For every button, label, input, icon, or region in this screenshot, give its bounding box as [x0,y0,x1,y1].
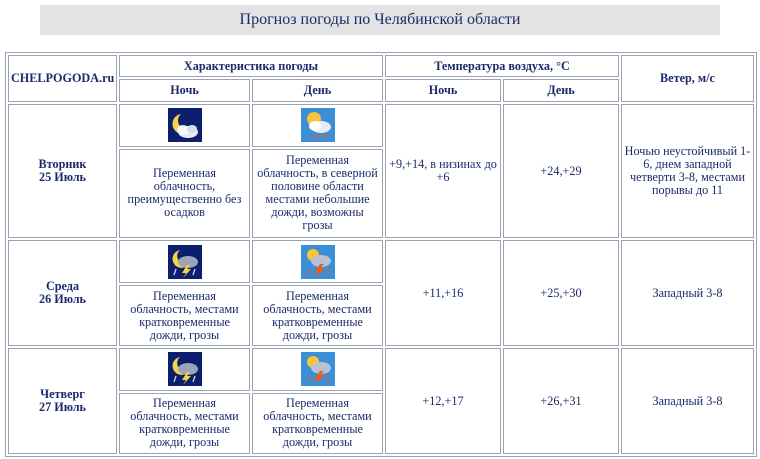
night-weather-icon-cell [119,240,250,283]
forecast-row [8,104,754,147]
day-temperature: +24,+29 [503,104,619,238]
date: 27 Июль [38,400,86,415]
night-weather-description: Переменная облачность, местами кратковременные дожди, грозы [119,285,250,346]
night-weather-icon-cell [119,104,250,147]
day-label [8,104,117,238]
forecast-table [5,52,757,457]
weekday: Четверг [40,387,85,402]
wind-value: Западный 3-8 [621,240,754,346]
moon-thunderstorm-icon [168,352,202,386]
moon-thunderstorm-icon [168,245,202,279]
site-brand: CHELPOGODA.ru [8,55,117,102]
wind-value: Западный 3-8 [621,348,754,454]
temperature-header: Температура воздуха, °С [385,55,619,77]
weather-day-header: День [252,79,383,101]
day-weather-icon-cell [252,348,383,391]
date: 25 Июль [38,170,86,184]
day-weather-icon-cell [252,104,383,147]
sun-thunderstorm-icon [301,352,335,386]
weather-header: Характеристика погоды [119,55,383,77]
moon-cloud-icon [168,108,202,142]
night-temperature: +12,+17 [385,348,501,454]
night-temperature: +9,+14, в низинах до +6 [385,104,501,238]
night-temperature: +11,+16 [385,240,501,346]
night-weather-icon-cell [119,348,250,391]
night-weather-description: Переменная облачность, местами кратковременные дожди, грозы [119,393,250,454]
sun-thunderstorm-icon [301,245,335,279]
wind-value: Ночью неустойчивый 1-6, днем западной четверти 3-8, местами порывы до 11 [621,104,754,238]
weekday: Среда [45,279,80,294]
day-label [8,240,117,346]
day-temperature: +25,+30 [503,240,619,346]
page-title: Прогноз погоды по Челябинской области [40,5,720,35]
day-weather-description: Переменная облачность, в северной половине области местами небольшие дожди, возможны грозы [252,149,383,239]
date: 26 Июль [38,292,86,307]
night-weather-description: Переменная облачность, преимущественно без осадков [119,149,250,239]
sun-cloud-rain-icon [301,108,335,142]
day-temperature: +26,+31 [503,348,619,454]
temp-night-header: Ночь [385,79,501,101]
temp-day-header: День [503,79,619,101]
day-weather-description: Переменная облачность, местами кратковременные дожди, грозы [252,393,383,454]
wind-header: Ветер, м/с [621,55,754,102]
weekday: Вторник [38,157,87,171]
forecast-row [8,348,754,391]
day-label [8,348,117,454]
day-weather-icon-cell [252,240,383,283]
forecast-row [8,240,754,283]
day-weather-description: Переменная облачность, местами кратковременные дожди, грозы [252,285,383,346]
weather-night-header: Ночь [119,79,250,101]
